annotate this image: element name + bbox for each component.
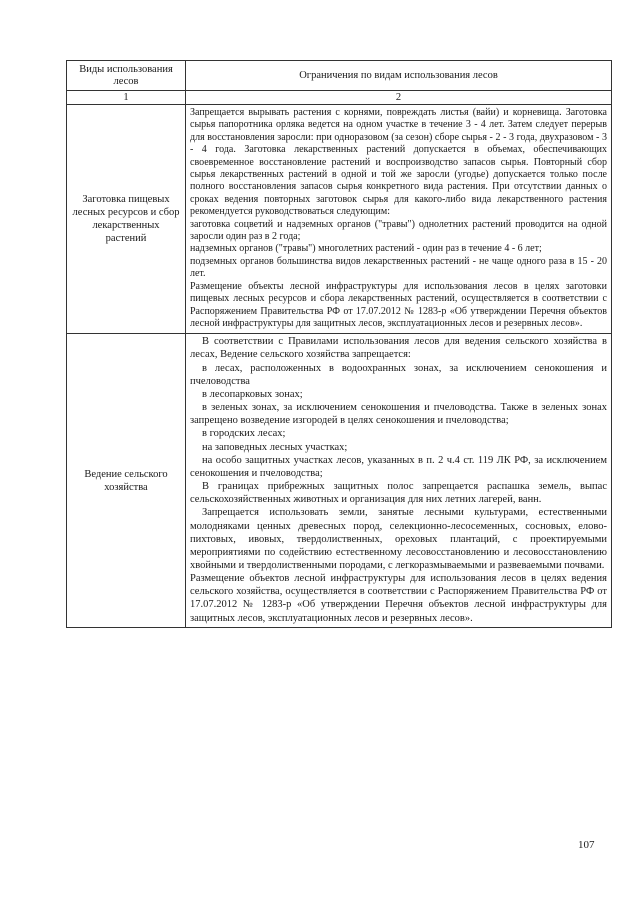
header-col-use-types: Виды использования лесов — [67, 61, 186, 91]
paragraph: заготовка соцветий и надземных органов ("травы") однолетних растений проводится на одной заросли один раз в 2 года; — [190, 218, 607, 243]
table-header-row — [67, 61, 612, 91]
paragraph: в лесах, расположенных в водоохранных зонах, за исключением сенокошения и пчеловодства — [190, 362, 607, 387]
page-number: 107 — [578, 839, 595, 851]
paragraph: подземных органов большинства видов лекарственных растений - не чаще одного раза в 15 - 20 лет. — [190, 255, 607, 280]
row-label-agriculture: Ведение сельского хозяйства — [67, 334, 186, 627]
forest-use-restrictions-table — [66, 60, 612, 628]
paragraph: надземных органов ("травы") многолетних растений - один раз в течение 4 - 6 лет; — [190, 243, 542, 255]
paragraph: в зеленых зонах, за исключением сенокошения и пчеловодства. Также в зеленых зонах запрещено возведение изгородей в целях сенокошения и пчеловодства; — [190, 402, 607, 427]
header-col-restrictions: Ограничения по видам использования лесов — [186, 61, 612, 91]
paragraph: Размещение объекты лесной инфраструктуры для использования лесов в целях заготовки пищевых лесных ресурсов и сбора лекарственных растений, осуществляется в соответствии с Распоряжением Правительства РФ от 17.07.2012 № 1283-р «Об утверждении Перечня объектов лесной инфраструктуры для защитных лесов, эксплуатационных лесов и резервных лесов». — [190, 280, 607, 329]
paragraph: в лесопарковых зонах; — [202, 388, 303, 400]
paragraph: в городских лесах; — [202, 428, 286, 440]
row-text-food-resources — [186, 105, 612, 334]
paragraph: Запрещается вырывать растения с корнями, повреждать листья (вайи) и корневища. Заготовка сырья папоротника орляка ведется на одном участке в течение 3 - 4 лет. Затем следует перерыв для восстановления заросли: при одноразовом (за сезон) сборе сырья - 2 - 3 года, двухразовом - 3 - 4 года. Заготовка лекарственных растений допускается в объемах, обеспечивающих своевременное восстановление растений и воспроизводство запасов сырья. Повторный сбор сырья лекарственных растений в одной и той же заросли (угодье) допускается только после полного восстановления запасов сырья конкретного вида растения. При отсутствии данных о сроках ведения повторных заготовок сырья для какого-либо вида лекарственного растения рекомендуется руководствоваться следующим: — [190, 107, 607, 218]
row-text-agriculture — [186, 334, 612, 627]
table-row — [67, 334, 612, 627]
paragraph: Запрещается использовать земли, занятые лесными культурами, естественными молодняками ценных древесных пород, селекционно-лесосеменных, сосновых, елово-пихтовых, ивовых, твердолиственных, ореховых плантаций, с проектируемыми мероприятиями по содействию естественному лесовосстановлению и лесовосстановлению хвойными и твердолиственными породами, с легкоразмываемыми и развеваемыми почвами. — [190, 507, 607, 571]
row-label-food-resources: Заготовка пищевых лесных ресурсов и сбор лекарственных растений — [67, 105, 186, 334]
column-number-2: 2 — [186, 91, 612, 105]
table-row — [67, 105, 612, 334]
paragraph: на заповедных лесных участках; — [202, 441, 348, 453]
paragraph: В границах прибрежных защитных полос запрещается распашка земель, выпас сельскохозяйственных животных и организация для них летних лагерей, ванн. — [190, 481, 607, 506]
column-number-1: 1 — [67, 91, 186, 105]
column-number-row — [67, 91, 612, 105]
paragraph: Размещение объектов лесной инфраструктуры для использования лесов в целях ведения сельского хозяйства, осуществляется в соответствии с Распоряжением Правительства РФ от 17.07.2012 № 1283-р «Об утверждении Перечня объектов лесной инфраструктуры для защитных лесов, эксплуатационных лесов и резервных лесов». — [190, 573, 607, 624]
paragraph: на особо защитных участках лесов, указанных в п. 2 ч.4 ст. 119 ЛК РФ, за исключением сенокошения и пчеловодства; — [190, 454, 607, 479]
paragraph: В соответствии с Правилами использования лесов для ведения сельского хозяйства в лесах, Ведение сельского хозяйства запрещается: — [190, 336, 607, 361]
